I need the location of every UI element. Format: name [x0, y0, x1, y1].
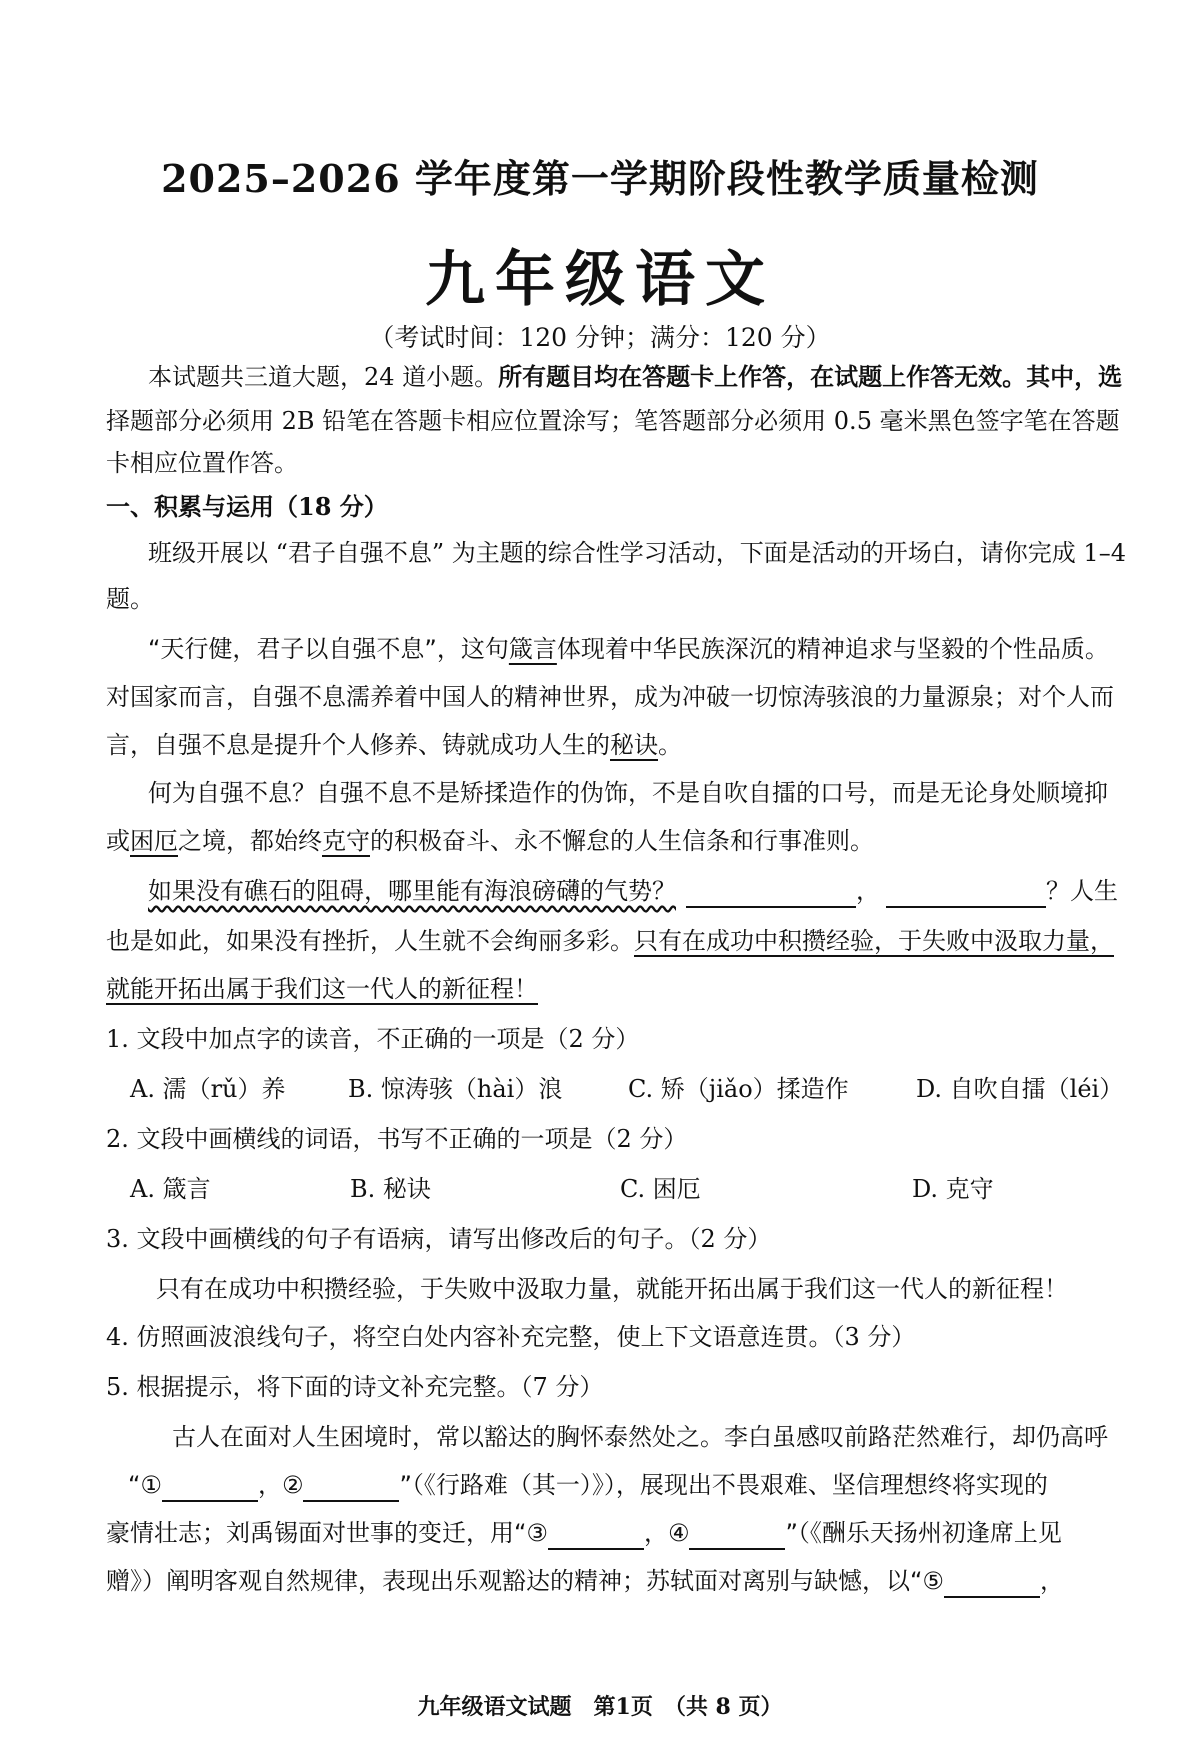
subject-title: 九年级语文	[425, 245, 775, 315]
section-intro-line-2: 题。	[106, 585, 154, 613]
passage-p1-line-2: 对国家而言，自强不息濡养着中国人的精神世界，成为冲破一切惊涛骇浪的力量源泉；对个人而	[106, 683, 1114, 711]
poem-blank-3	[548, 1522, 644, 1550]
question-3: 3. 文段中画横线的句子有语病，请写出修改后的句子。（2 分）	[106, 1225, 772, 1253]
q2-option-a: A. 箴言	[130, 1175, 211, 1203]
q2-option-b: B. 秘诀	[350, 1175, 431, 1203]
poem-blank-1	[162, 1474, 258, 1502]
passage-p3-line-1: 如果没有礁石的阻碍，哪里能有海浪磅礴的气势？ ， ？人生	[148, 874, 1120, 908]
poem-blank-4	[689, 1522, 785, 1550]
section-heading: 一、积累与运用（18 分）	[106, 492, 388, 521]
passage-p3-line-2: 也是如此，如果没有挫折，人生就不会绚丽多彩。只有在成功中积攒经验，于失败中汲取力量，	[106, 927, 1114, 955]
underlined-word-4: 克守	[322, 827, 370, 855]
q1-option-b: B. 惊涛骇（hài）浪	[348, 1075, 563, 1103]
question-4: 4. 仿照画波浪线句子，将空白处内容补充完整，使上下文语意连贯。（3 分）	[106, 1323, 916, 1351]
q5-line-1: 古人在面对人生困境时，常以豁达的胸怀泰然处之。李白虽感叹前路茫然难行，却仍高呼	[172, 1423, 1108, 1451]
poem-blank-2	[303, 1474, 399, 1502]
underlined-word-3: 困厄	[130, 827, 178, 855]
instructions-line-1: 本试题共三道大题，24 道小题。所有题目均在答题卡上作答，在试题上作答无效。其中，选	[148, 362, 1123, 391]
q1-option-d: D. 自吹自擂（léi）	[916, 1075, 1124, 1103]
underlined-word-1: 箴言	[508, 635, 557, 663]
q1-option-a: A. 濡（rǔ）养	[130, 1075, 286, 1103]
poem-blank-5	[944, 1570, 1040, 1598]
underlined-word-2: 秘诀	[610, 731, 658, 759]
instructions-line-3: 卡相应位置作答。	[106, 449, 298, 477]
page-footer: 九年级语文试题 第1页 （共 8 页）	[417, 1694, 783, 1720]
underlined-sentence: 就能开拓出属于我们这一代人的新征程！	[106, 975, 538, 1003]
q2-option-c: C. 困厄	[620, 1175, 701, 1203]
passage-p3-line-3	[106, 972, 1120, 1006]
instructions-emphasis: 所有题目均在答题卡上作答，在试题上作答无效。其中，选	[498, 362, 1123, 391]
q5-line-3: 豪情壮志；刘禹锡面对世事的变迁，用“③ ，④ ”（《酬乐天扬州初逢席上见	[106, 1516, 1120, 1550]
instructions-line-2: 择题部分必须用 2B 铅笔在答题卡相应位置涂写；笔答题部分必须用 0.5 毫米黑色签字笔在答题	[106, 407, 1120, 435]
exam-title: 2025–2026 学年度第一学期阶段性教学质量检测	[161, 156, 1039, 201]
question-1: 1. 文段中加点字的读音，不正确的一项是（2 分）	[106, 1025, 640, 1053]
passage-p1-line-3: 言，自强不息是提升个人修养、铸就成功人生的秘诀。	[106, 731, 682, 759]
answer-blank	[686, 880, 856, 908]
section-intro-line-1: 班级开展以 “君子自强不息” 为主题的综合性学习活动，下面是活动的开场白，请你完成 1–4	[148, 539, 1126, 567]
underlined-sentence: 只有在成功中积攒经验，于失败中汲取力量，	[634, 927, 1114, 955]
q5-line-4: 赠》）阐明客观自然规律，表现出乐观豁达的精神；苏轼面对离别与缺憾，以“⑤ ，	[106, 1564, 1120, 1598]
passage-p2-line-2: 或困厄之境，都始终克守的积极奋斗、永不懈怠的人生信条和行事准则。	[106, 827, 874, 855]
q2-option-d: D. 克守	[912, 1175, 994, 1203]
q1-option-c: C. 矫（jiǎo）揉造作	[628, 1075, 849, 1103]
question-2: 2. 文段中画横线的词语，书写不正确的一项是（2 分）	[106, 1125, 688, 1153]
q3-sentence: 只有在成功中积攒经验，于失败中汲取力量，就能开拓出属于我们这一代人的新征程！	[156, 1275, 1068, 1303]
q5-line-2: “① ，② ”（《行路难（其一）》），展现出不畏艰难、坚信理想终将实现的	[128, 1468, 1120, 1502]
wavy-sentence: 如果没有礁石的阻碍，哪里能有海浪磅礴的气势？	[148, 877, 676, 905]
question-5: 5. 根据提示，将下面的诗文补充完整。（7 分）	[106, 1373, 604, 1401]
answer-blank	[886, 880, 1046, 908]
exam-info: （考试时间：120 分钟；满分：120 分）	[369, 323, 831, 352]
passage-p2-line-1: 何为自强不息？自强不息不是矫揉造作的伪饰，不是自吹自擂的口号，而是无论身处顺境抑	[148, 779, 1108, 807]
passage-p1-line-1: “天行健，君子以自强不息”，这句箴言体现着中华民族深沉的精神追求与坚毅的个性品质。	[148, 635, 1109, 663]
